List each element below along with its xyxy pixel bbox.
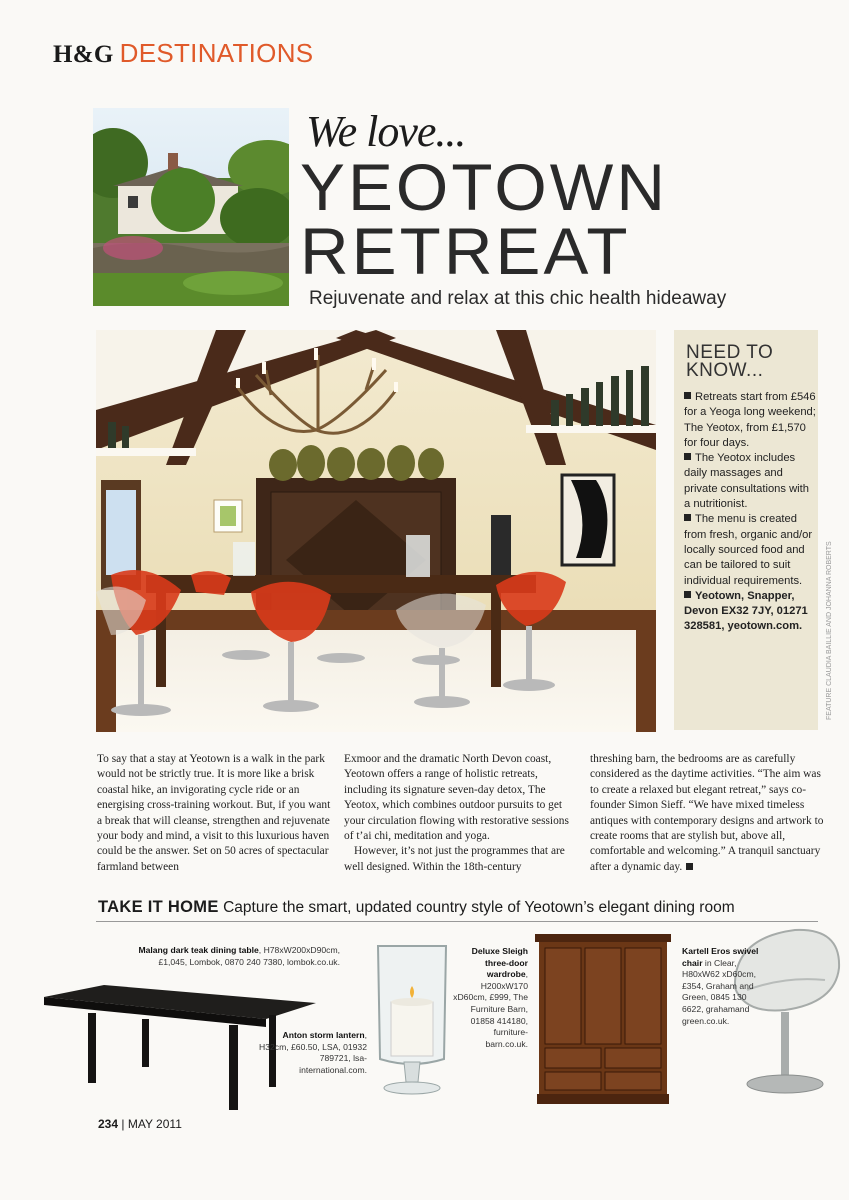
dining-room-photo bbox=[96, 330, 656, 732]
section-name: DESTINATIONS bbox=[119, 38, 314, 68]
product-name: Kartell Eros swivel chair bbox=[682, 946, 759, 968]
masthead bbox=[53, 38, 313, 69]
take-it-home-label: TAKE IT HOME bbox=[98, 898, 219, 916]
product-table-caption: Malang dark teak dining table, H78xW200xD90cm, £1,045, Lombok, 0870 240 7380, lombok.co.uk. bbox=[138, 945, 340, 967]
body-column-1 bbox=[97, 752, 333, 875]
headline-line-1: YEOTOWN bbox=[300, 150, 669, 224]
body-column-3 bbox=[590, 752, 826, 875]
brand-logo: H&G bbox=[53, 41, 114, 68]
need-to-know-item: The Yeotox includes daily massages and private consultations with a nutritionist. bbox=[684, 452, 809, 511]
product-lantern-caption: Anton storm lantern, H32cm, £60.50, LSA, 01932 789721, lsa-international.com. bbox=[259, 1030, 367, 1075]
bullet-square-icon bbox=[684, 591, 691, 598]
storm-lantern-image bbox=[374, 944, 450, 1096]
exterior-photo bbox=[93, 108, 289, 306]
contact-details: Yeotown, Snapper, Devon EX32 7JY, 01271 328581, yeotown.com. bbox=[684, 589, 808, 633]
need-to-know-heading: NEED TO KNOW... bbox=[686, 342, 774, 381]
need-to-know-item: Retreats start from £546 for a Yeoga long weekend; The Yeotox, from £1,570 for four days. bbox=[684, 391, 816, 449]
page-number: 234 bbox=[98, 1117, 119, 1131]
wardrobe-image bbox=[535, 934, 671, 1104]
body-column-2 bbox=[344, 752, 580, 875]
body-paragraph: threshing barn, the bedrooms are as carefully considered as the daytime activities. “The aim was to create a relaxed but elegant retreat,” says co-founder Simon Sieff. “We have mixed timeless antiques with contemporary designs and artwork to create rooms that are stylish but, above all, comfortable and welcoming.” A tranquil sanctuary after a dynamic day. bbox=[590, 753, 824, 873]
take-it-home-heading bbox=[98, 898, 735, 917]
take-it-home-description: Capture the smart, updated country style of Yeotown’s elegant dining room bbox=[223, 899, 735, 916]
bullet-square-icon bbox=[684, 392, 691, 399]
product-name: Deluxe Sleigh three-door wardrobe bbox=[471, 946, 528, 980]
photo-credit: FEATURE CLAUDIA BAILLIE AND JOHANNA ROBERTS bbox=[826, 541, 833, 720]
product-wardrobe-caption: Deluxe Sleigh three-door wardrobe, H200xW170 xD60cm, £999, The Furniture Barn, 01858 414180, furniture-barn.co.uk. bbox=[453, 946, 528, 1049]
page-footer: 234 | MAY 2011 bbox=[98, 1117, 182, 1131]
product-chair-caption: Kartell Eros swivel chair in Clear, H80xW62 xD60cm, £354, Graham and Green, 0845 130 6622, grahamand green.co.uk. bbox=[682, 946, 759, 1026]
need-to-know-item: The menu is created from fresh, organic and/or locally sourced food and can be tailored to suit individual requirements. bbox=[684, 513, 813, 587]
end-mark-icon bbox=[686, 863, 693, 870]
need-to-know-list bbox=[684, 390, 816, 635]
headline-line-2: RETREAT bbox=[300, 214, 631, 288]
body-paragraph: However, it’s not just the programmes that are well designed. Within the 18th-century bbox=[344, 845, 565, 873]
product-name: Anton storm lantern bbox=[282, 1030, 365, 1040]
issue-date: MAY 2011 bbox=[127, 1117, 182, 1131]
product-name: Malang dark teak dining table bbox=[138, 945, 259, 955]
section-divider bbox=[96, 921, 818, 922]
body-paragraph: To say that a stay at Yeotown is a walk in the park would not be strictly true. It is more like a brisk coastal hike, an invigorating cycle ride or an energising cross-training workout. But, if you want a break that will cleanse, strengthen and rejuvenate your body and mind, a visit to this luxurious haven could be the answer. Set on 50 acres of spectacular farmland between bbox=[97, 753, 331, 873]
body-paragraph: Exmoor and the dramatic North Devon coast, Yeotown offers a range of holistic retreats, including its signature seven-day detox, The Yeotox, which combines outdoor pursuits to get your circulation flowing with restorative sessions of t’ai chi, meditation and yoga. bbox=[344, 753, 569, 843]
headline-kicker: We love... bbox=[306, 107, 466, 156]
need-to-know-box bbox=[674, 330, 818, 730]
bullet-square-icon bbox=[684, 514, 691, 521]
bullet-square-icon bbox=[684, 453, 691, 460]
standfirst: Rejuvenate and relax at this chic health hideaway bbox=[309, 288, 727, 309]
